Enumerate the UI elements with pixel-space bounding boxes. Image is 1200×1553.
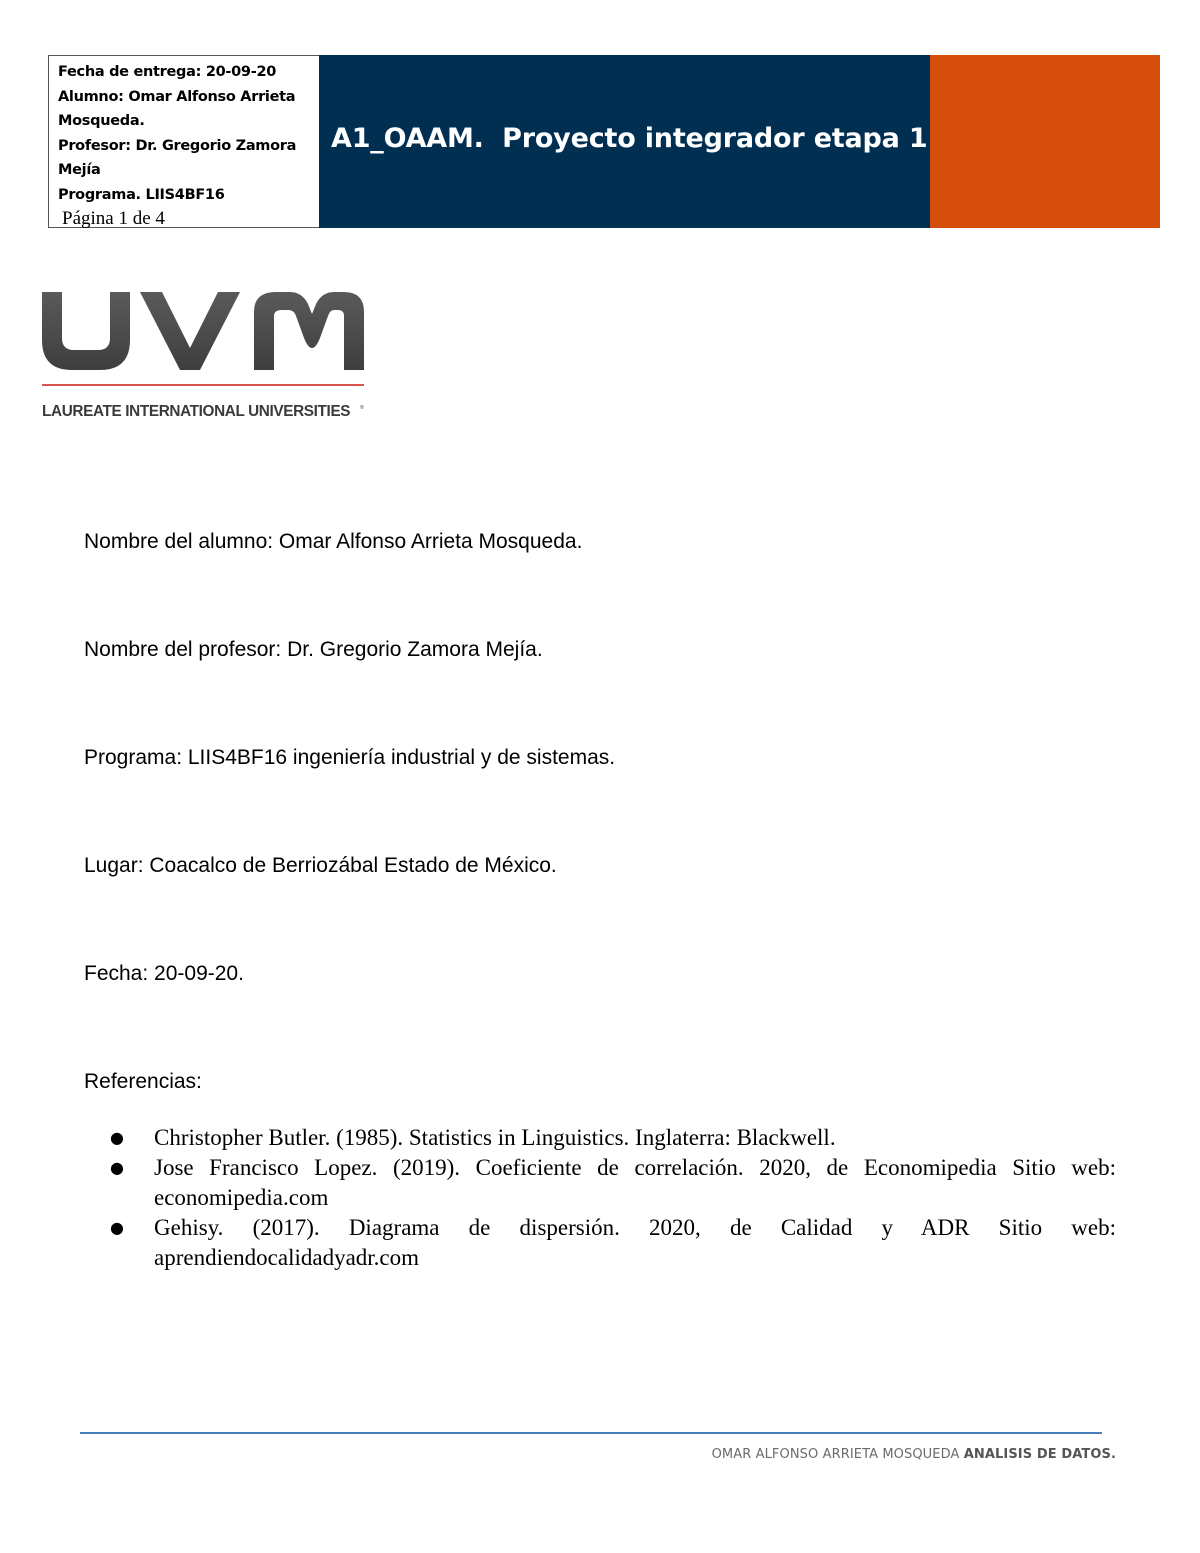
bullet-icon: ● [110, 1128, 124, 1147]
logo-rule [42, 384, 364, 386]
header-info-line: Fecha de entrega: 20-09-20 [58, 64, 277, 80]
program: Programa: LIIS4BF16 ingeniería industrial y de sistemas. [84, 746, 616, 769]
logo-tagline: LAUREATE INTERNATIONAL UNIVERSITIES [42, 403, 351, 420]
header-accent-block [930, 55, 1160, 228]
header-info-line: Mejía [58, 162, 101, 178]
reference-text: Christopher Butler. (1985). Statistics in Linguistics. Inglaterra: Blackwell. [154, 1125, 836, 1150]
professor-name: Nombre del profesor: Dr. Gregorio Zamora Mejía. [84, 638, 543, 661]
header-info-line: Alumno: Omar Alfonso Arrieta [58, 88, 296, 105]
svg-text:®: ® [360, 405, 364, 411]
header-info-box [48, 55, 319, 228]
place: Lugar: Coacalco de Berriozábal Estado de México. [84, 854, 557, 877]
references-list [110, 1123, 1116, 1273]
document-header [48, 55, 1160, 228]
footer-divider [80, 1432, 1102, 1434]
document-title-text: A1_OAAM. Proyecto integrador etapa 1 [331, 123, 928, 154]
footer-author: OMAR ALFONSO ARRIETA MOSQUEDA [711, 1447, 964, 1462]
reference-item [110, 1123, 1116, 1153]
bullet-icon: ● [110, 1218, 124, 1237]
document-title [319, 55, 930, 228]
reference-text: Jose Francisco Lopez. (2019). Coeficiente de correlación. 2020, de Economipedia Sitio web: economipedia.com [154, 1155, 1116, 1210]
reference-item [110, 1213, 1116, 1273]
reference-item [110, 1153, 1116, 1213]
date: Fecha: 20-09-20. [84, 962, 244, 985]
header-info-line: Programa. LIIS4BF16 [58, 186, 225, 203]
uvm-logo [40, 288, 368, 423]
references-heading: Referencias: [84, 1070, 202, 1093]
student-name: Nombre del alumno: Omar Alfonso Arrieta Mosqueda. [84, 530, 583, 553]
bullet-icon: ● [110, 1158, 124, 1177]
page-number: Página 1 de 4 [62, 208, 165, 229]
header-info-line: Profesor: Dr. Gregorio Zamora [58, 137, 297, 154]
reference-text: Gehisy. (2017). Diagrama de dispersión. 2020, de Calidad y ADR Sitio web: aprendiendocalidadyadr.com [154, 1215, 1116, 1270]
footer-subject: ANALISIS DE DATOS. [963, 1447, 1116, 1462]
footer [712, 1447, 1116, 1462]
header-info-line: Mosqueda. [58, 113, 145, 129]
uvm-wordmark-icon [42, 292, 364, 370]
